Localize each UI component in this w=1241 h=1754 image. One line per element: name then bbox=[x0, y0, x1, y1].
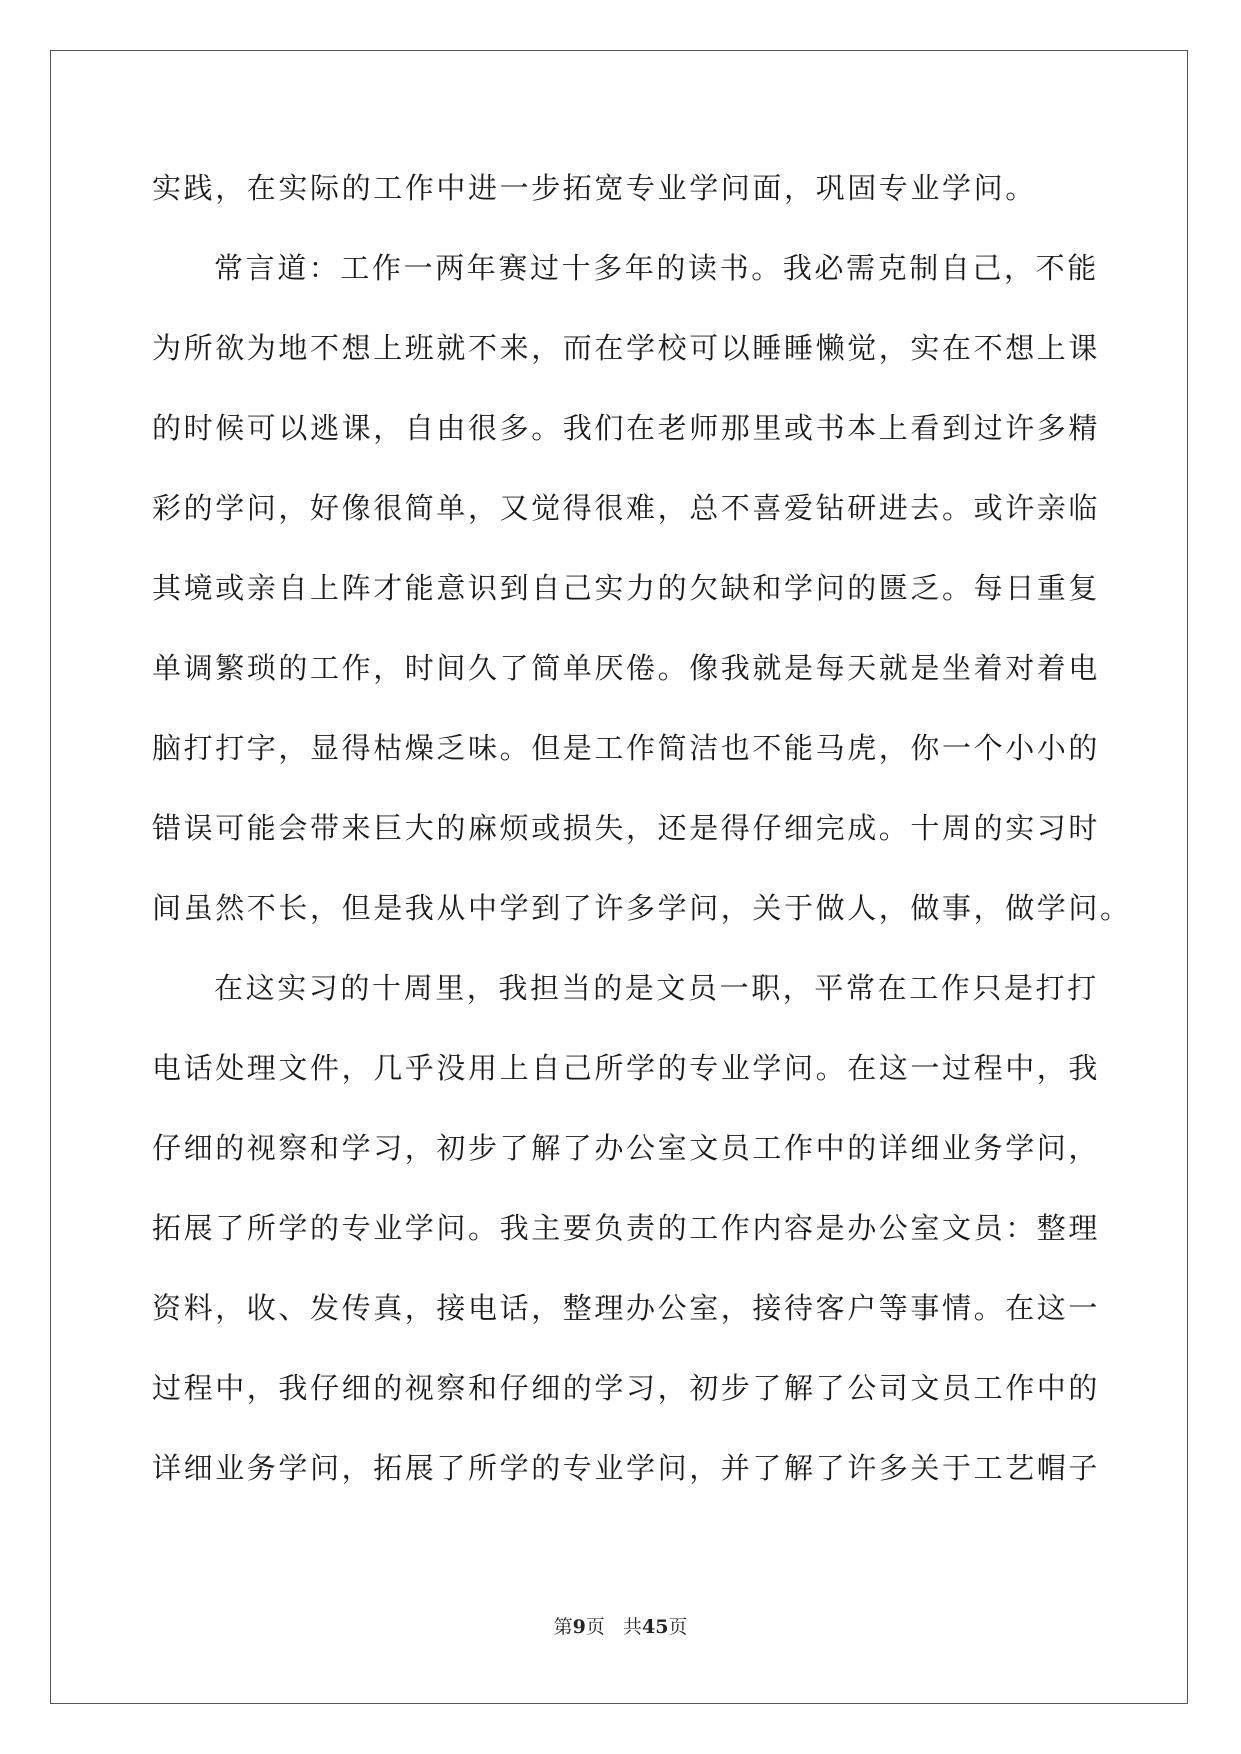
text-line: 单调繁琐的工作，时间久了简单厌倦。像我就是每天就是坐着对着电 bbox=[152, 651, 1101, 685]
text-line: 拓展了所学的专业学问。我主要负责的工作内容是办公室文员：整理 bbox=[152, 1211, 1101, 1245]
text-line: 过程中，我仔细的视察和仔细的学习，初步了解了公司文员工作中的 bbox=[152, 1371, 1101, 1405]
page-unit: 页 bbox=[585, 1616, 605, 1638]
total-unit: 页 bbox=[668, 1616, 688, 1638]
paragraph-start-line: 常言道：工作一两年赛过十多年的读书。我必需克制自己，不能 bbox=[214, 251, 1099, 285]
document-body bbox=[152, 148, 1132, 1508]
text-line: 详细业务学问，拓展了所学的专业学问，并了解了许多关于工艺帽子 bbox=[152, 1451, 1101, 1485]
total-page-count: 45 bbox=[641, 1616, 669, 1638]
current-page-number: 9 bbox=[572, 1616, 586, 1638]
text-line: 为所欲为地不想上班就不来，而在学校可以睡睡懒觉，实在不想上课 bbox=[152, 331, 1101, 365]
text-line: 电话处理文件，几乎没用上自己所学的专业学问。在这一过程中，我 bbox=[152, 1051, 1101, 1085]
paragraph-start-line: 在这实习的十周里，我担当的是文员一职，平常在工作只是打打 bbox=[214, 971, 1099, 1005]
text-line: 资料，收、发传真，接电话，整理办公室，接待客户等事情。在这一 bbox=[152, 1291, 1101, 1325]
text-line: 其境或亲自上阵才能意识到自己实力的欠缺和学问的匮乏。每日重复 bbox=[152, 571, 1101, 605]
page-footer bbox=[0, 1612, 1241, 1639]
text-line: 间虽然不长，但是我从中学到了许多学问，关于做人，做事，做学问。 bbox=[152, 891, 1132, 925]
text-line: 仔细的视察和学习，初步了解了办公室文员工作中的详细业务学问， bbox=[152, 1131, 1101, 1165]
text-line: 彩的学问，好像很简单，又觉得很难，总不喜爱钻研进去。或许亲临 bbox=[152, 491, 1101, 525]
text-line: 实践，在实际的工作中进一步拓宽专业学问面，巩固专业学问。 bbox=[152, 171, 1037, 205]
total-prefix: 共 bbox=[622, 1616, 642, 1638]
text-line: 脑打打字，显得枯燥乏味。但是工作简洁也不能马虎，你一个小小的 bbox=[152, 731, 1101, 765]
page-prefix: 第 bbox=[553, 1616, 573, 1638]
text-line: 的时候可以逃课，自由很多。我们在老师那里或书本上看到过许多精 bbox=[152, 411, 1101, 445]
text-line: 错误可能会带来巨大的麻烦或损失，还是得仔细完成。十周的实习时 bbox=[152, 811, 1101, 845]
